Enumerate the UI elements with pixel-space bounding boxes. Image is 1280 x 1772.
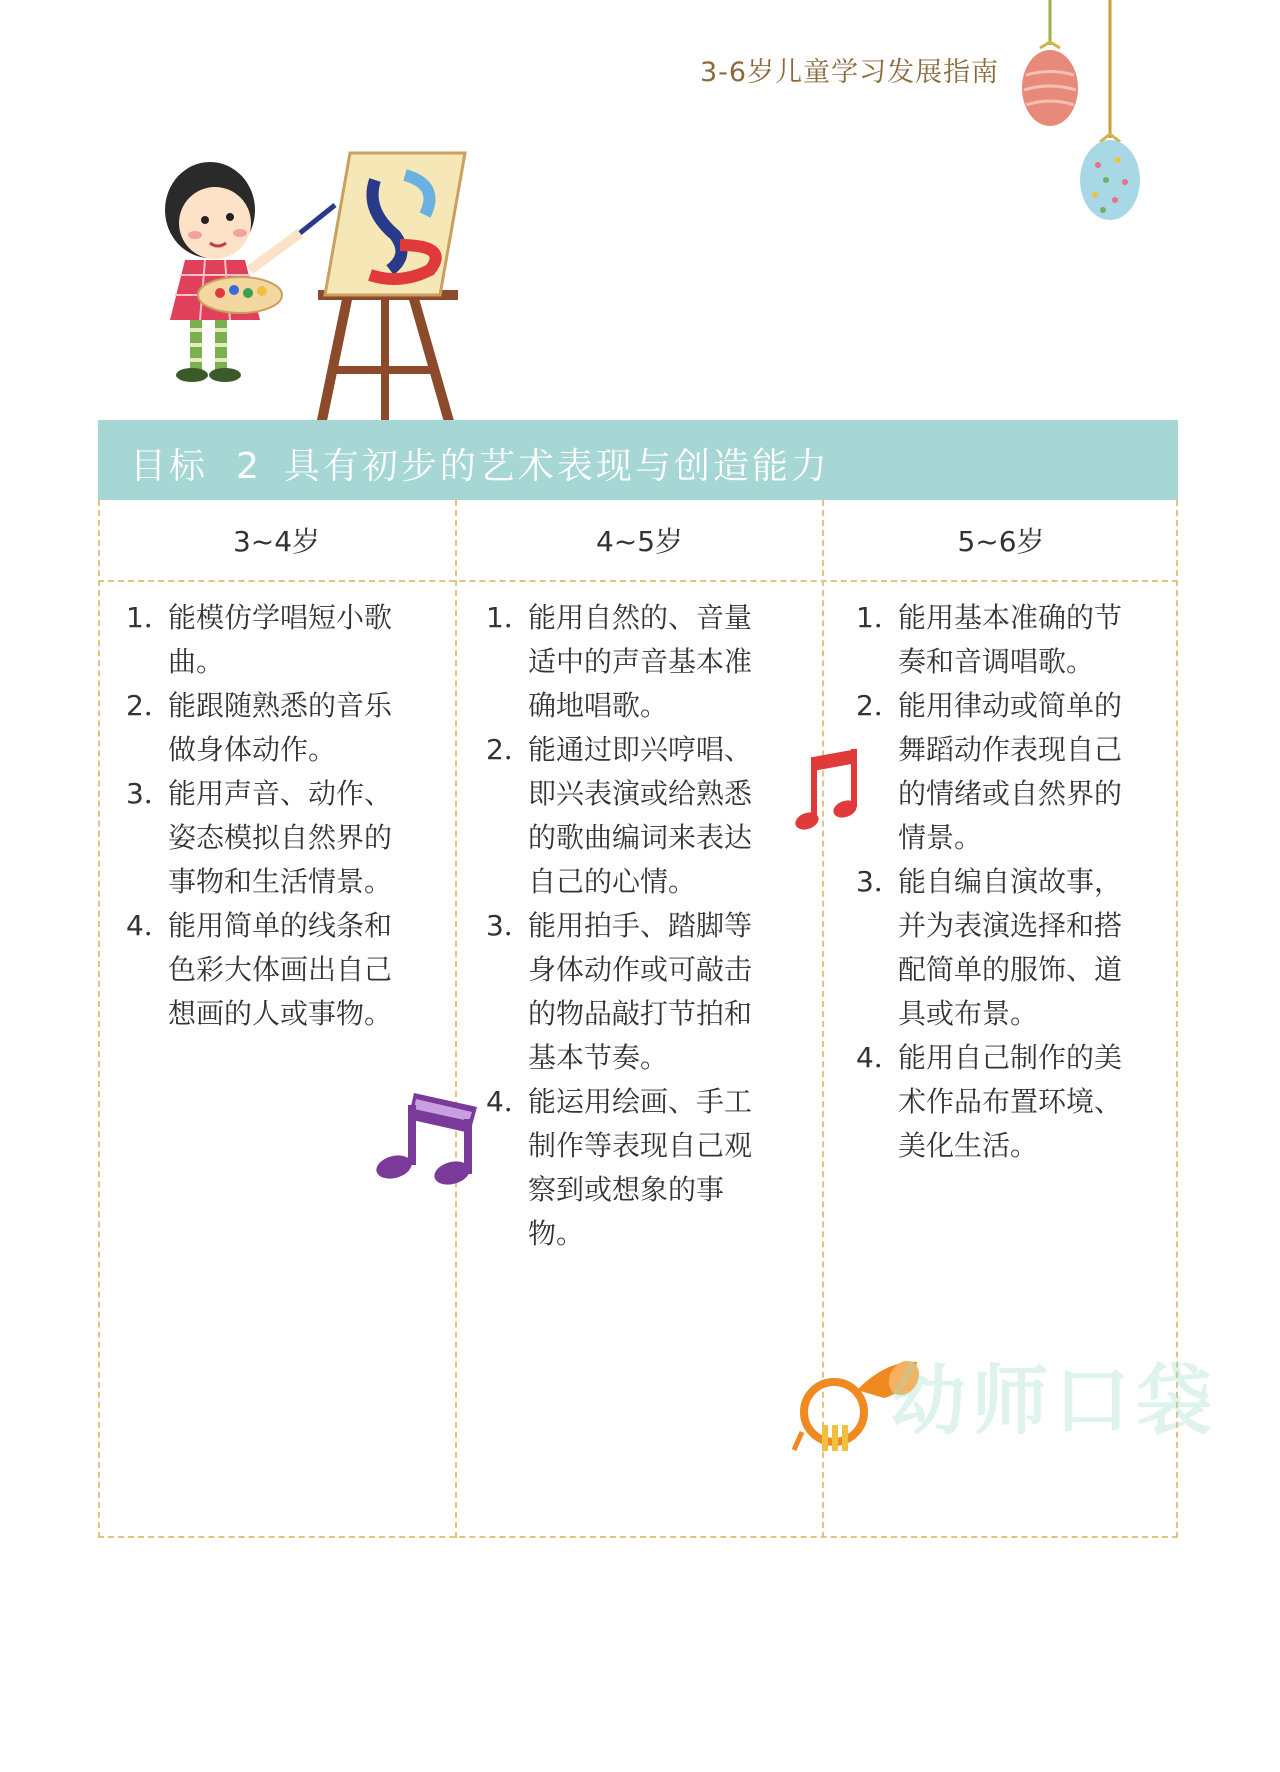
item-number: 2．	[126, 689, 172, 722]
goal-banner	[98, 420, 1178, 500]
music-note-icon	[795, 745, 865, 835]
item-text: 能用基本准确的节奏和音调唱歌。	[898, 601, 1123, 678]
item-number: 1．	[486, 601, 532, 634]
item-number: 4．	[126, 909, 172, 942]
list-item	[856, 1036, 1138, 1168]
header-row-divider	[98, 580, 1178, 582]
item-number: 4．	[856, 1041, 902, 1074]
goal-number: 2	[236, 446, 262, 487]
column-divider	[455, 500, 457, 1538]
column-header-3-4: 3~4岁	[232, 525, 321, 558]
list-item	[856, 684, 1138, 860]
music-note-icon	[372, 1085, 482, 1185]
item-number: 3．	[856, 865, 902, 898]
list-item	[486, 904, 768, 1080]
item-number: 3．	[126, 777, 172, 810]
list-item	[856, 596, 1138, 684]
list-item	[486, 1080, 768, 1256]
item-number: 1．	[126, 601, 172, 634]
column-list-5-6	[856, 596, 1138, 1168]
list-item	[126, 904, 408, 1036]
item-number: 2．	[856, 689, 902, 722]
item-number: 3．	[486, 909, 532, 942]
list-item	[856, 860, 1138, 1036]
item-text: 能运用绘画、手工制作等表现自己观察到或想象的事物。	[528, 1085, 753, 1250]
item-text: 能自编自演故事，并为表演选择和搭配简单的服饰、道具或布景。	[898, 865, 1123, 1030]
item-text: 能用简单的线条和色彩大体画出自己想画的人或事物。	[168, 909, 393, 1030]
column-header-4-5: 4~5岁	[595, 525, 684, 558]
goal-label: 目标	[130, 446, 209, 487]
painting-girl-illustration	[150, 145, 490, 435]
watermark: 幼师口袋	[890, 1356, 1218, 1445]
item-number: 1．	[856, 601, 902, 634]
hanging-egg-icon	[1070, 0, 1150, 230]
column-header-5-6: 5~6岁	[957, 525, 1045, 558]
item-text: 能用拍手、踏脚等身体动作或可敲击的物品敲打节拍和基本节奏。	[528, 909, 753, 1074]
item-text: 能通过即兴哼唱、即兴表演或给熟悉的歌曲编词来表达自己的心情。	[528, 733, 753, 898]
list-item	[126, 772, 408, 904]
list-item	[126, 684, 408, 772]
list-item	[486, 596, 768, 728]
item-number: 4．	[486, 1085, 532, 1118]
page-header-title: 3-6岁儿童学习发展指南	[700, 57, 1000, 88]
item-text: 能跟随熟悉的音乐做身体动作。	[168, 689, 393, 766]
list-item	[486, 728, 768, 904]
goal-heading	[130, 438, 830, 489]
list-item	[126, 596, 408, 684]
item-text: 能模仿学唱短小歌曲。	[168, 601, 393, 678]
item-text: 能用自己制作的美术作品布置环境、美化生活。	[898, 1041, 1123, 1162]
item-text: 能用声音、动作、姿态模拟自然界的事物和生活情景。	[168, 777, 393, 898]
goal-title: 具有初步的艺术表现与创造能力	[283, 446, 830, 487]
column-list-4-5	[486, 596, 768, 1256]
item-text: 能用律动或简单的舞蹈动作表现自己的情绪或自然界的情景。	[898, 689, 1123, 854]
item-text: 能用自然的、音量适中的声音基本准确地唱歌。	[528, 601, 753, 722]
item-number: 2．	[486, 733, 532, 766]
column-list-3-4	[126, 596, 408, 1036]
